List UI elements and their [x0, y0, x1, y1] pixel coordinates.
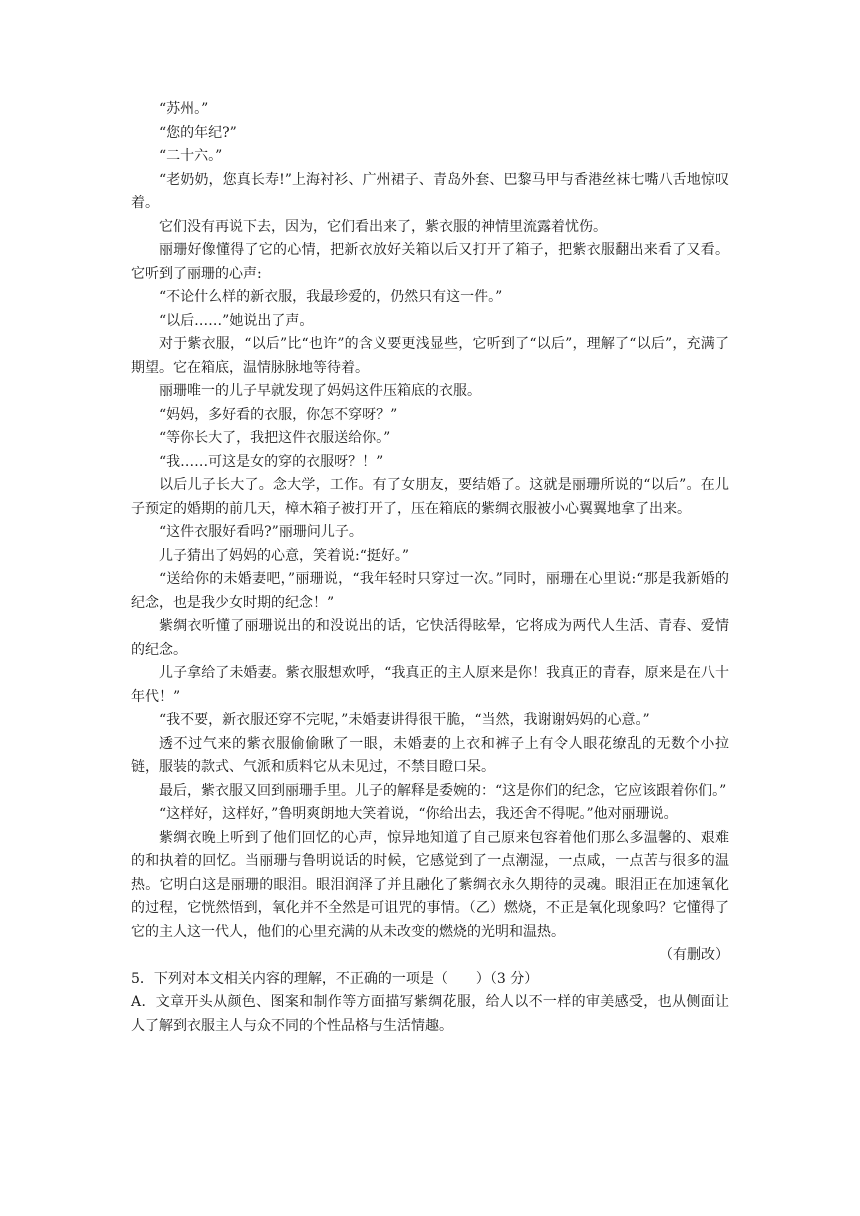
paragraph: “不论什么样的新衣服，我最珍爱的，仍然只有这一件。”	[159, 289, 503, 305]
paragraph: 透不过气来的紫衣服偷偷瞅了一眼，未婚妻的上衣和裤子上有令人眼花缭乱的无数个小拉链，服装的款式、气派和质料它从未见过，不禁目瞪口呆。	[131, 735, 729, 775]
paragraph: 丽珊唯一的儿子早就发现了妈妈这件压箱底的衣服。	[159, 383, 481, 399]
paragraph: “等你长大了，我把这件衣服送给你。”	[159, 430, 391, 446]
paragraph: 儿子拿给了未婚妻。紫衣服想欢呼，“我真正的主人原来是你！我真正的青春，原来是在八十年代！”	[131, 665, 729, 705]
paragraph: 紫绸衣听懂了丽珊说出的和没说出的话，它快活得眩晕，它将成为两代人生活、青春、爱情的纪念。	[131, 618, 729, 658]
paragraph: “送给你的未婚妻吧，”丽珊说，“我年轻时只穿过一次。”同时，丽珊在心里说:“那是我新婚的纪念，也是我少女时期的纪念！”	[131, 571, 729, 611]
paragraph: 它们没有再说下去，因为，它们看出来了，紫衣服的神情里流露着忧伤。	[159, 218, 607, 235]
paragraph: “我不要，新衣服还穿不完呢，”未婚妻讲得很干脆，“当然，我谢谢妈妈的心意。”	[159, 712, 650, 728]
paragraph: “我……可这是女的穿的衣服呀？！”	[159, 453, 384, 470]
paragraph: “以后……”她说出了声。	[159, 312, 314, 329]
paragraph: 以后儿子长大了。念大学，工作。有了女朋友，要结婚了。这就是丽珊所说的“以后”。在儿子预定的婚期的前几天，樟木箱子被打开了，压在箱底的紫绸衣服被小心翼翼地拿了出来。	[131, 477, 729, 517]
paragraph: “二十六。”	[159, 148, 223, 164]
paragraph: 紫绸衣晚上听到了他们回忆的心声，惊异地知道了自己原来包容着他们那么多温馨的、艰难的和执着的回忆。当丽珊与鲁明说话的时候，它感觉到了一点潮湿，一点咸，一点苦与很多的温热。它明白这是丽珊的眼泪。眼泪润泽了并且融化了紫绸衣永久期待的灵魂。眼泪正在加速氧化的过程，它恍然悟到，氧化并不全然是可诅咒的事情。（乙）燃烧，不正是氧化现象吗？它懂得了它的主人这一代人，他们的心里充满的从未改变的燃烧的光明和温热。	[131, 829, 729, 940]
paragraph: “老奶奶，您真长寿!”上海衬衫、广州裙子、青岛外套、巴黎马甲与香港丝袜七嘴八舌地惊叹着。	[131, 171, 729, 211]
question-stem: 5．下列对本文相关内容的理解，不正确的一项是（ ）（3 分）	[131, 970, 539, 987]
source-note: （有删改）	[659, 947, 729, 963]
paragraph: “您的年纪?”	[159, 124, 237, 141]
paragraph: 丽珊好像懂得了它的心情，把新衣放好关箱以后又打开了箱子，把紫衣服翻出来看了又看。它听到了丽珊的心声:	[131, 242, 729, 282]
paragraph: 儿子猜出了妈妈的心意，笑着说:“挺好。”	[159, 547, 410, 564]
paragraph: 最后，紫衣服又回到丽珊手里。儿子的解释是委婉的：“这是你们的纪念，它应该跟着你们。”	[159, 782, 727, 799]
paragraph: “妈妈，多好看的衣服，你怎不穿呀？”	[159, 406, 398, 423]
answer-option-a: A．文章开头从颜色、图案和制作等方面描写紫绸花服，给人以不一样的审美感受，也从侧面让人了解到衣服主人与众不同的个性品格与生活情趣。	[131, 994, 729, 1034]
paragraph: “苏州。”	[159, 101, 209, 117]
article-body	[131, 98, 729, 1038]
paragraph: 对于紫衣服，“以后”比“也许”的含义要更浅显些，它听到了“以后”，理解了“以后”，充满了期望。它在箱底，温情脉脉地等待着。	[131, 336, 729, 376]
paragraph: “这件衣服好看吗?”丽珊问儿子。	[159, 524, 363, 540]
paragraph: “这样好，这样好，”鲁明爽朗地大笑着说，“你给出去，我还舍不得呢。”他对丽珊说。	[159, 806, 678, 822]
